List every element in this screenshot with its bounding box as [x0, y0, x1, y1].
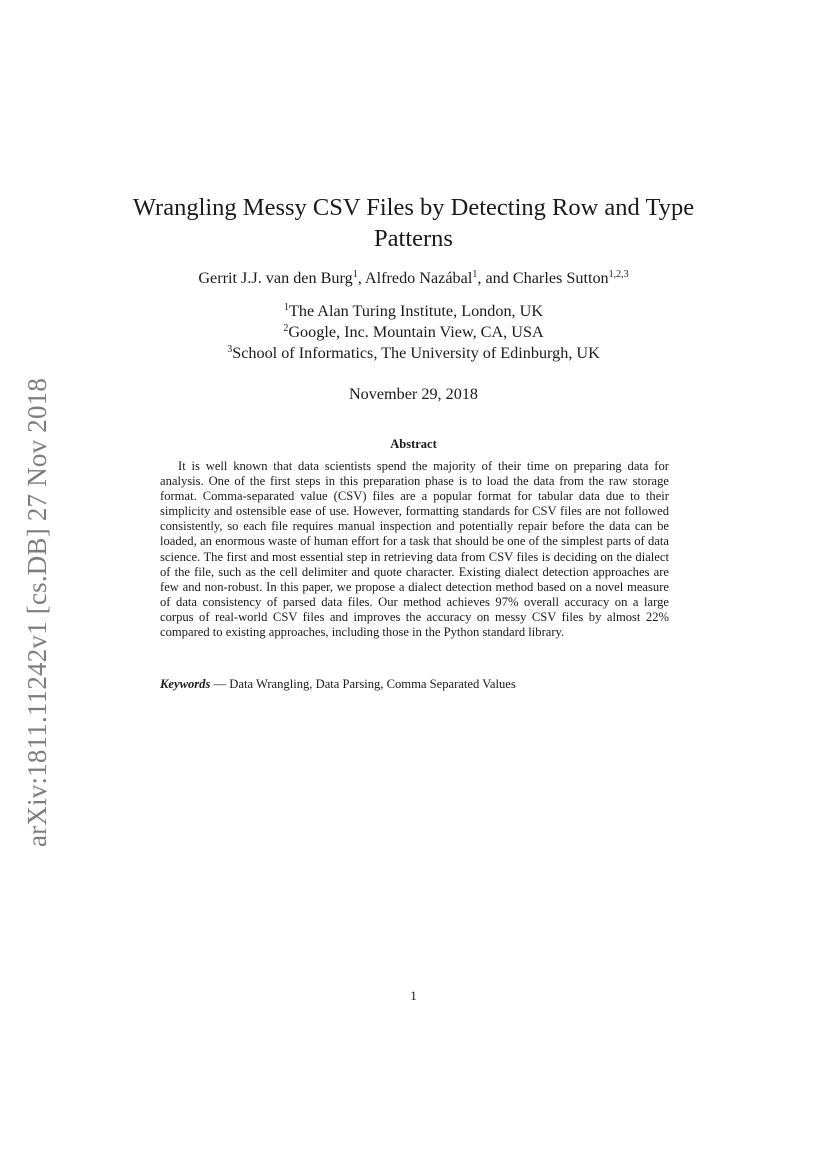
author-list [80, 267, 747, 289]
affiliation-text: The Alan Turing Institute, London, UK [288, 302, 544, 320]
author-name: Gerrit J.J. van den Burg [198, 269, 353, 287]
publication-date: November 29, 2018 [348, 385, 479, 403]
author-separator: , and [477, 269, 513, 287]
affiliation-line [80, 322, 747, 343]
abstract-text: It is well known that data scientists spend the majority of their time on preparing data for analysis. One of the first steps in this preparation phase is to load the data from the raw storage format. Comma-separated value (CSV) files are a popular format for tabular data due to their simplicity and ostensible ease of use. However, formatting standards for CSV files are not followed consistently, so each file requires manual inspection and potentially repair before the data can be loaded, an enormous waste of human effort for a task that should be one of the simplest parts of data science. The first and most essential step in retrieving data from CSV files is deciding on the dialect of the file, such as the cell delimiter and quote character. Existing dialect detection approaches are few and non-robust. In this paper, we propose a dialect detection method based on a novel measure of data consistency of parsed data files. Our method achieves 97% overall accuracy on a large corpus of real-world CSV files and improves the accuracy on messy CSV files by almost 22% compared to existing approaches, including those in the Python standard library. [160, 459, 669, 640]
author-separator: , [357, 269, 365, 287]
affiliation-list [80, 301, 747, 364]
keywords-text: Data Wrangling, Data Parsing, Comma Separated Values [229, 677, 516, 691]
abstract-heading: Abstract [390, 437, 437, 451]
affiliation-line [80, 343, 747, 364]
affiliation-line [80, 301, 747, 322]
affiliation-text: Google, Inc. Mountain View, CA, USA [288, 323, 544, 341]
arxiv-identifier-stamp: arXiv:1811.11242v1 [cs.DB] 27 Nov 2018 [22, 377, 52, 847]
author-affiliation-mark: 1 [472, 269, 478, 280]
keywords-separator: — [210, 677, 230, 691]
keywords-line [160, 676, 669, 692]
affiliation-text: School of Informatics, The University of Edinburgh, UK [232, 344, 600, 362]
page-number: 1 [410, 988, 417, 1003]
affiliation-mark: 3 [227, 344, 233, 355]
affiliation-mark: 2 [283, 323, 289, 334]
paper-title: Wrangling Messy CSV Files by Detecting Row and Type Patterns [132, 194, 695, 252]
author-affiliation-mark: 1,2,3 [608, 269, 629, 280]
author-name: Alfredo Nazábal [364, 269, 473, 287]
author-affiliation-mark: 1 [352, 269, 358, 280]
author-name: Charles Sutton [512, 269, 609, 287]
keywords-label: Keywords [160, 677, 211, 691]
affiliation-mark: 1 [283, 302, 289, 313]
